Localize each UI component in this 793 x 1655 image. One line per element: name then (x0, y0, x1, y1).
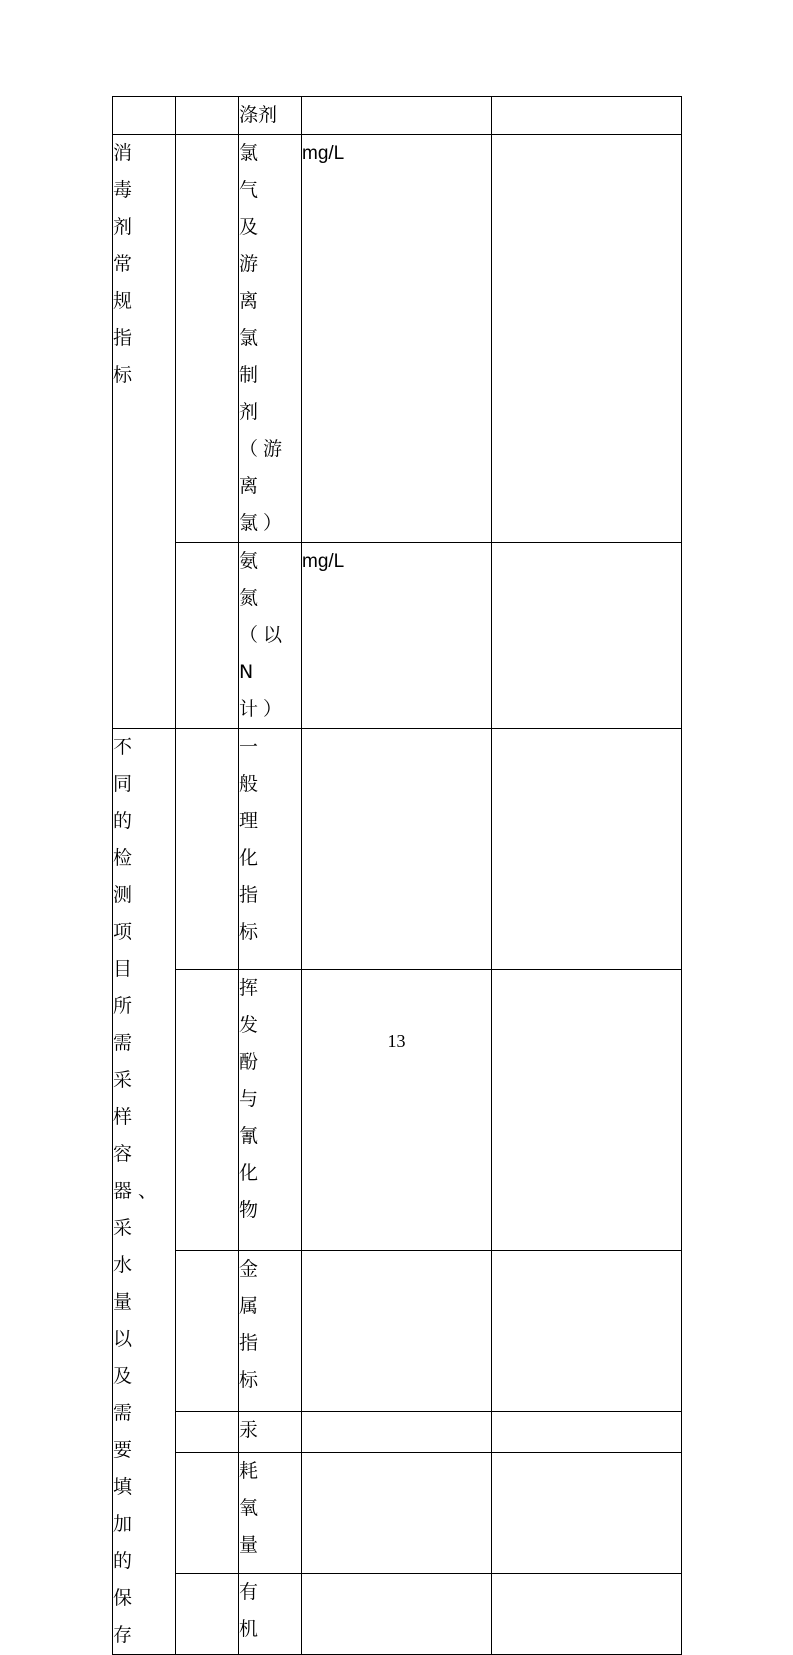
note-cell (492, 969, 682, 1250)
table-row (113, 135, 682, 543)
note-cell (492, 543, 682, 729)
item-cell: 汞 (239, 1411, 302, 1452)
unit-cell (302, 1573, 492, 1654)
unit-cell (302, 969, 492, 1250)
unit-cell: mg/L (302, 135, 492, 543)
water-quality-table (112, 96, 682, 1655)
item-cell: 氯气及游离氯制剂（游离氯） (239, 135, 302, 543)
item-cell: 一般理化指标 (239, 729, 302, 970)
item-cell: 涤剂 (239, 97, 302, 135)
unit-cell: mg/L (302, 543, 492, 729)
table-row (113, 1411, 682, 1452)
item-cell: 金属指标 (239, 1250, 302, 1411)
table-row (113, 1250, 682, 1411)
unit-cell (302, 729, 492, 970)
table-cell (176, 969, 239, 1250)
table-cell (176, 1573, 239, 1654)
note-cell (492, 1411, 682, 1452)
table-cell (176, 97, 239, 135)
item-cell: 有机 (239, 1573, 302, 1654)
item-cell: 挥发酚与氰化物 (239, 969, 302, 1250)
table-cell (176, 729, 239, 970)
table-cell (176, 1411, 239, 1452)
note-cell (492, 135, 682, 543)
table-cell (176, 135, 239, 543)
table-row (113, 729, 682, 970)
table-cell (176, 1250, 239, 1411)
note-cell (492, 97, 682, 135)
note-cell (492, 1250, 682, 1411)
item-cell: 氨氮（以N计） (239, 543, 302, 729)
unit-cell (302, 1411, 492, 1452)
unit-cell (302, 1250, 492, 1411)
category-cell: 消毒剂常规指标 (113, 135, 176, 729)
table-row (113, 1452, 682, 1573)
item-cell: 耗氧量 (239, 1452, 302, 1573)
note-cell (492, 1573, 682, 1654)
table-row (113, 97, 682, 135)
table-cell (176, 543, 239, 729)
table-row (113, 1573, 682, 1654)
category-cell: 不同的检测项目所需采样容器、采水量以及需要填加的保存 (113, 729, 176, 1655)
table-row (113, 543, 682, 729)
table-cell (113, 97, 176, 135)
unit-cell (302, 97, 492, 135)
unit-cell (302, 1452, 492, 1573)
note-cell (492, 1452, 682, 1573)
table-row (113, 969, 682, 1250)
page-number: 13 (387, 1031, 406, 1051)
note-cell (492, 729, 682, 970)
table-cell (176, 1452, 239, 1573)
